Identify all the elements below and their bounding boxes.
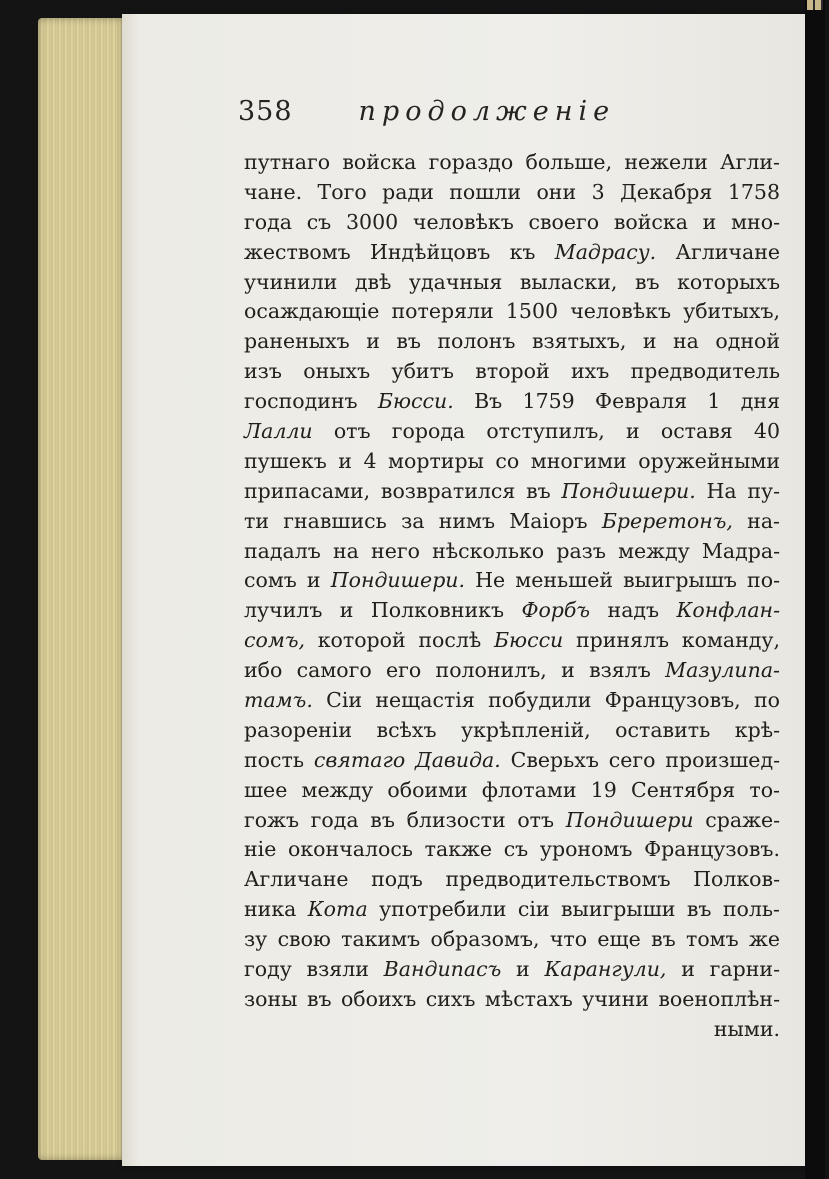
text-segment: принялъ команду, (563, 628, 780, 653)
running-head: продолженіе (358, 96, 616, 127)
text-segment: учинили двѣ удачныя выласки, въ которыхъ (244, 269, 780, 294)
text-segment: которой послѣ (305, 628, 494, 653)
text-segment: Не меньшей выигрышъ по- (465, 568, 780, 593)
text-line (244, 477, 780, 507)
italic-name: Мадрасу. (554, 239, 657, 264)
text-segment: сомъ и (244, 568, 331, 593)
text-segment: гожъ года въ близости отъ (244, 807, 566, 832)
text-line (244, 776, 780, 806)
italic-name: Бюсси. (377, 389, 454, 414)
text-segment: ніе окончалось также съ урономъ Французовъ. (244, 837, 780, 862)
text-segment: отъ города отступилъ, и оставя 40 (312, 419, 780, 444)
body-text (244, 148, 780, 1045)
text-line (244, 178, 780, 208)
text-segment: надъ (590, 598, 677, 623)
text-segment: припасами, возвратился въ (244, 478, 562, 503)
text-segment: и гарни- (666, 957, 780, 982)
text-segment: Сіи нещастія побудили Французовъ, по (312, 688, 780, 713)
text-segment: пость (244, 747, 314, 772)
text-segment: путнаго войска гораздо больше, нежели Агли- (244, 150, 780, 174)
text-segment: зоны въ обоихъ сихъ мѣстахъ учини военоплѣн- (244, 986, 780, 1011)
text-line (244, 955, 780, 985)
text-segment: ными. (713, 1016, 780, 1041)
text-line (244, 268, 780, 298)
page-number: 358 (238, 96, 293, 127)
text-line (244, 566, 780, 596)
italic-name: Пондишери. (330, 568, 466, 593)
text-line (244, 746, 780, 776)
italic-name: Бреретонъ, (601, 508, 733, 533)
text-segment: Агличане подъ предводительствомъ Полков- (244, 867, 780, 892)
text-line (244, 835, 780, 865)
text-line (244, 148, 780, 178)
text-line (244, 357, 780, 387)
italic-name: Конфлан- (676, 598, 780, 623)
background-edge (805, 0, 825, 1179)
text-segment: господинъ (244, 389, 378, 414)
italic-name: Форбъ (521, 598, 591, 623)
text-line (244, 656, 780, 686)
italic-name: Кота (307, 897, 368, 922)
text-segment: осаждающіе потеряли 1500 человѣкъ убитыхъ, (244, 299, 780, 324)
scale-ruler (807, 0, 823, 10)
text-segment: падалъ на него нѣсколько разъ между Мадра- (244, 538, 780, 563)
text-segment: лучилъ и Полковникъ (244, 598, 522, 623)
text-segment: на- (732, 508, 780, 533)
italic-name: Карангули, (544, 957, 667, 982)
italic-name: Лалли (244, 419, 313, 444)
text-segment: пушекъ и 4 мортиры со многими оружейными (244, 448, 780, 473)
text-segment: сраже- (693, 807, 781, 832)
italic-name: святаго Давида. (313, 747, 501, 772)
text-segment: ибо самого его полонилъ, и взялъ (244, 658, 666, 683)
text-segment: ти гнавшись за нимъ Маіоръ (244, 508, 602, 533)
italic-name: Вандипасъ (383, 957, 502, 982)
text-line (244, 925, 780, 955)
text-segment: Агличане (656, 239, 780, 264)
text-line (244, 806, 780, 836)
text-segment: Сверьхъ сего произшед- (500, 747, 780, 772)
page-header (238, 96, 638, 132)
italic-name: Пондишери (565, 807, 694, 832)
text-segment: года съ 3000 человѣкъ своего войска и мно- (244, 209, 780, 234)
text-segment: ника (244, 897, 308, 922)
text-line (244, 686, 780, 716)
text-segment: шее между обоими флотами 19 Сентября то- (244, 777, 780, 802)
text-line (244, 895, 780, 925)
text-line (244, 716, 780, 746)
text-segment: употребили сіи выигрыши въ поль- (367, 897, 780, 922)
text-segment: чане. Того ради пошли они 3 Декабря 1758 (244, 179, 780, 204)
text-segment: разореніи всѣхъ укрѣпленій, оставить крѣ- (244, 717, 780, 742)
text-segment: На пу- (695, 478, 780, 503)
text-line (244, 387, 780, 417)
book-page-edges (38, 18, 124, 1160)
text-line (244, 327, 780, 357)
text-line (244, 297, 780, 327)
text-line (244, 865, 780, 895)
text-line (244, 626, 780, 656)
italic-name: Мазулипа- (665, 658, 780, 683)
text-segment: году взяли (244, 957, 384, 982)
text-line (244, 507, 780, 537)
text-line (244, 537, 780, 567)
text-line (244, 238, 780, 268)
text-segment: и (501, 957, 545, 982)
text-line (244, 985, 780, 1015)
italic-name: Пондишери. (561, 478, 696, 503)
text-segment: Въ 1759 Февраля 1 дня (453, 389, 780, 414)
italic-name: сомъ, (244, 628, 305, 653)
text-segment: жествомъ Индѣйцовъ къ (244, 239, 555, 264)
text-line (244, 417, 780, 447)
italic-name: тамъ. (244, 688, 313, 713)
italic-name: Бюсси (493, 628, 564, 653)
text-segment: раненыхъ и въ полонъ взятыхъ, и на одной (244, 329, 780, 354)
text-line (244, 1015, 780, 1045)
text-segment: зу свою такимъ образомъ, что еще въ томъ же (244, 927, 780, 952)
text-segment: изъ оныхъ убитъ второй ихъ предводитель (244, 359, 780, 384)
text-line (244, 447, 780, 477)
text-line (244, 596, 780, 626)
text-line (244, 208, 780, 238)
